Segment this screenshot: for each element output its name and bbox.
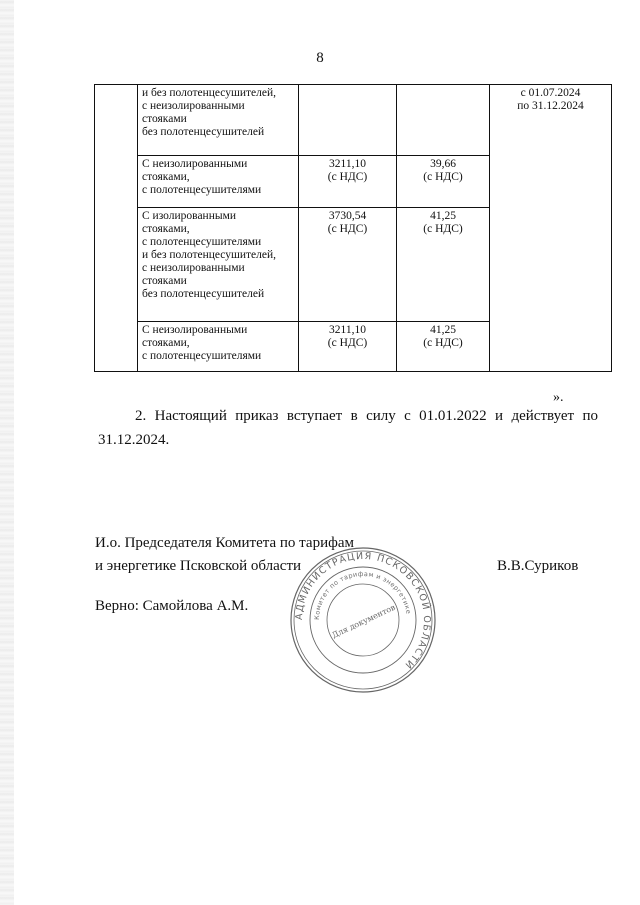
vat-label: (с НДС) xyxy=(327,223,368,235)
price-value: 3211,10 xyxy=(329,324,366,336)
vat-label: (с НДС) xyxy=(423,171,463,183)
period-to: по 31.12.2024 xyxy=(517,100,584,112)
description-cell xyxy=(138,85,299,156)
table-row xyxy=(95,85,612,156)
description-line: стояками, xyxy=(142,171,190,183)
vat-label: (с НДС) xyxy=(327,171,368,183)
description-line: стояками, xyxy=(142,337,190,349)
signer-title-line-1: И.о. Председателя Комитета по тарифам xyxy=(95,535,354,551)
signer-title-line-2: и энергетике Псковской области xyxy=(95,558,302,574)
price-value: 3730,54 xyxy=(328,210,367,222)
tariff-table xyxy=(94,84,612,372)
description-line: с неизолированными xyxy=(142,262,245,274)
official-seal-stamp xyxy=(289,546,437,694)
description-cell xyxy=(138,208,299,322)
page-number: 8 xyxy=(316,50,324,66)
vat-label: (с НДС) xyxy=(423,337,463,349)
description-line: С изолированными xyxy=(142,210,237,222)
scan-edge xyxy=(0,0,14,905)
price-value: 39,66 xyxy=(430,158,456,170)
description-line: с неизолированными xyxy=(142,100,245,112)
period-from: с 01.07.2024 xyxy=(520,87,581,99)
signer-name: В.В.Суриков xyxy=(497,558,579,574)
index-cell xyxy=(95,85,138,372)
price-cell xyxy=(299,208,397,322)
description-line: с полотенцесушителями xyxy=(142,350,262,362)
vat-label: (с НДС) xyxy=(327,337,368,349)
description-line: С неизолированными xyxy=(142,158,248,170)
description-line: стояками, xyxy=(142,223,190,235)
description-line: без полотенцесушителей xyxy=(142,126,265,138)
verified-by: Верно: Самойлова А.М. xyxy=(95,598,249,614)
description-cell xyxy=(138,156,299,208)
description-line: и без полотенцесушителей, xyxy=(142,87,277,99)
description-cell xyxy=(138,322,299,372)
description-line: стояками xyxy=(142,275,187,287)
description-line: с полотенцесушителями xyxy=(142,236,262,248)
description-line: С неизолированными xyxy=(142,324,248,336)
description-line: без полотенцесушителей xyxy=(142,288,265,300)
price-cell xyxy=(299,322,397,372)
price-cell xyxy=(397,208,490,322)
price-cell xyxy=(397,156,490,208)
effective-date-paragraph: 2. Настоящий приказ вступает в силу с 01.01.2022 и действует по 31.12.2024. xyxy=(98,408,598,448)
vat-label: (с НДС) xyxy=(423,223,463,235)
price-cell xyxy=(397,322,490,372)
description-line: с полотенцесушителями xyxy=(142,184,262,196)
price-value: 41,25 xyxy=(430,210,456,222)
closing-quote: ». xyxy=(553,390,564,405)
svg-text:Комитет по тарифам и энергетик: Комитет по тарифам и энергетике xyxy=(312,569,413,621)
price-cell xyxy=(299,85,397,156)
description-line: и без полотенцесушителей, xyxy=(142,249,277,261)
svg-text:Для документов: Для документов xyxy=(330,602,397,640)
description-line: стояками xyxy=(142,113,187,125)
price-cell xyxy=(397,85,490,156)
price-cell xyxy=(299,156,397,208)
price-value: 3211,10 xyxy=(329,158,366,170)
svg-text:АДМИНИСТРАЦИЯ ПСКОВСКОЙ ОБЛАСТ: АДМИНИСТРАЦИЯ ПСКОВСКОЙ ОБЛАСТИ xyxy=(293,550,433,671)
period-cell xyxy=(490,85,612,372)
price-value: 41,25 xyxy=(430,324,456,336)
